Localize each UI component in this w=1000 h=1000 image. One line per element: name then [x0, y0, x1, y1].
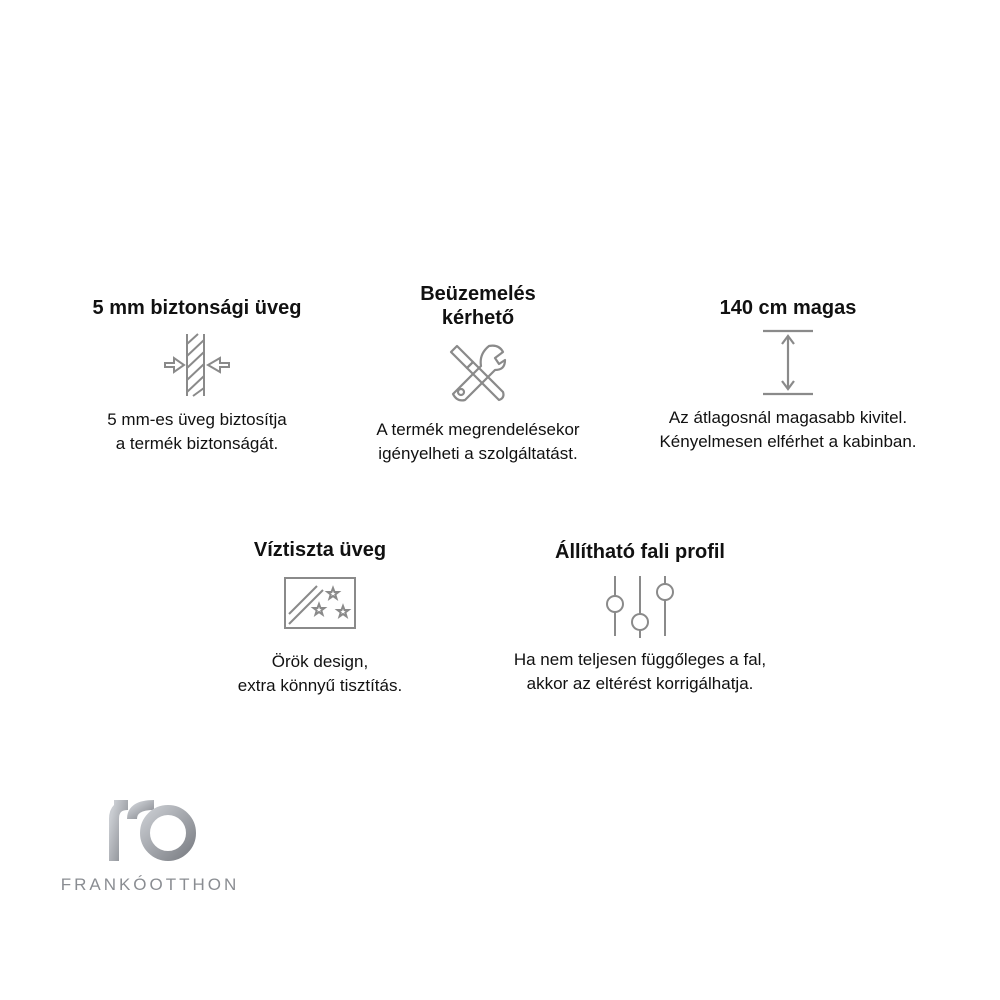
clear-glass-icon [283, 574, 357, 634]
fo-logo-mark [50, 795, 250, 865]
feature-adjustable-profile [480, 540, 800, 696]
brand-name: FRANKÓOTTHON [60, 875, 240, 894]
feature-description: Az átlagosnál magasabb kivitel. Kényelmesen elférhet a kabinban. [659, 408, 917, 451]
feature-title: 140 cm magas [719, 297, 857, 319]
brand-logo [50, 795, 250, 905]
feature-installation [348, 282, 608, 466]
feature-title: Állítható fali profil [555, 541, 725, 563]
glass-thickness-icon [162, 330, 232, 400]
feature-description: Ha nem teljesen függőleges a fal, akkor az eltérést korrigálhatja. [513, 650, 767, 693]
adjustment-sliders-icon [603, 574, 677, 640]
feature-title: Víztiszta üveg [253, 539, 387, 561]
feature-title: Beüzemelés kérhető [420, 283, 536, 329]
feature-description: 5 mm-es üveg biztosítja a termék biztonságát. [107, 410, 287, 453]
height-icon [753, 328, 823, 398]
feature-height [628, 296, 948, 454]
feature-title: 5 mm biztonsági üveg [92, 297, 302, 319]
feature-description: A termék megrendelésekor igényelheti a szolgáltatást. [376, 420, 580, 463]
feature-description: Örök design, extra könnyű tisztítás. [237, 652, 403, 695]
feature-clear-glass [200, 538, 440, 698]
feature-safety-glass [72, 296, 322, 456]
tools-icon [443, 338, 513, 408]
